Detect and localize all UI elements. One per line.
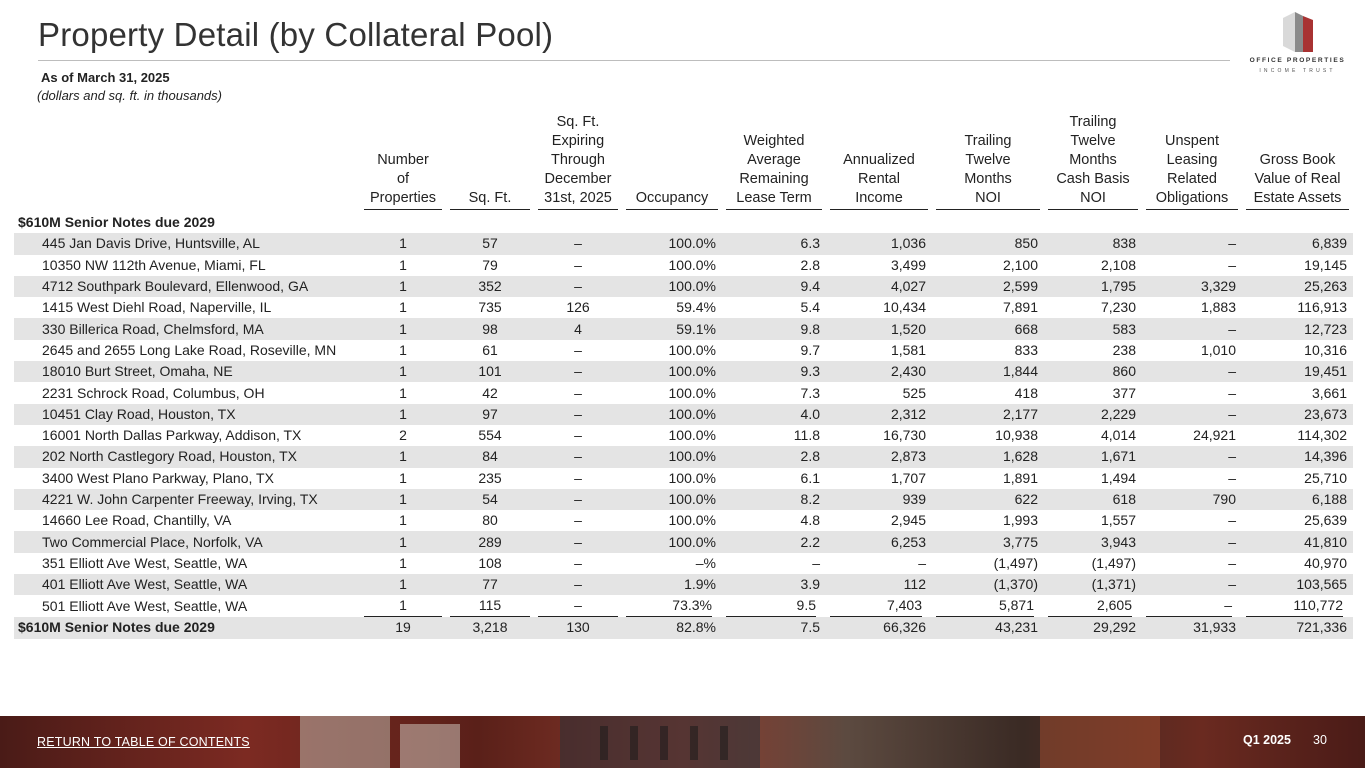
table-cell: 1,581 [890,341,926,358]
table-cell: 1 [360,574,446,595]
table-cell: 7.3 [800,384,820,401]
table-cell: 618 [1044,489,1142,510]
table-cell: 1,671 [1044,446,1142,467]
table-cell: 3,943 [1044,531,1142,552]
table-cell: 2,177 [932,404,1044,425]
units-note: (dollars and sq. ft. in thousands) [37,88,222,103]
total-cell: 66,326 [826,617,932,638]
table-cell: 24,921 [1193,427,1236,444]
table-cell [932,595,1044,617]
table-cell: 377 [1112,384,1136,401]
table-cell: 1 [399,256,407,273]
table-row [14,276,1353,297]
column-header-label: Sq. Ft. [450,189,530,210]
table-cell: – [812,554,820,571]
table-cell: – [534,361,622,382]
column-header-label: Unspent Leasing Related Obligations [1146,132,1238,210]
table-cell: 25,263 [1242,276,1353,297]
footer-window-shape [720,726,728,760]
table-cell: 2,599 [932,276,1044,297]
column-header [1142,113,1242,212]
table-cell: 1,891 [1002,469,1038,486]
table-cell: 57 [446,233,534,254]
column-header-label: Sq. Ft. Expiring Through December 31st, 2025 [538,113,618,210]
table-cell: 100.0% [668,512,716,529]
table-cell: 1 [399,469,407,486]
column-header [932,113,1044,212]
table-cell: 1 [399,341,407,358]
table-cell: 235 [478,469,502,486]
table-cell: 126 [566,299,590,316]
table-cell: 860 [1044,361,1142,382]
table-cell: 4.8 [800,512,820,529]
property-name-cell: 16001 North Dallas Parkway, Addison, TX [42,427,302,444]
table-cell: 116,913 [1297,299,1347,316]
table-row [14,553,1353,574]
table-cell: 4,014 [1100,427,1136,444]
total-cell: 29,292 [1044,617,1142,638]
table-cell: 10,434 [883,299,926,316]
table-cell: 1,707 [890,469,926,486]
table-cell: – [1142,361,1242,382]
footer-building-shape [300,716,390,768]
table-cell: 11.8 [793,427,820,444]
table-cell: 112 [826,574,932,595]
table-cell: 10,316 [1304,341,1347,358]
table-cell [826,595,932,617]
table-cell: 1 [399,554,407,571]
footer-window-shape [630,726,638,760]
table-row [14,446,1353,467]
table-cell: 114,302 [1297,427,1347,444]
title-divider [38,60,1230,61]
table-cell: – [534,446,622,467]
table-cell: – [534,574,622,595]
table-cell: (1,371) [1044,574,1142,595]
table-cell: 8.2 [722,489,826,510]
table-cell: 2,100 [1002,256,1038,273]
table-cell-value: 115 [450,595,530,617]
table-cell: – [534,276,622,297]
total-cell: 721,336 [1242,617,1353,638]
table-cell: (1,370) [932,574,1044,595]
table-cell: 1,036 [826,233,932,254]
table-cell: 2,108 [1100,256,1136,273]
table-cell: 838 [1044,233,1142,254]
table-cell: 1 [360,531,446,552]
table-cell: 2.8 [722,446,826,467]
table-cell: –% [695,554,716,571]
table-cell: – [1228,256,1236,273]
table-cell: 790 [1142,489,1242,510]
table-cell [1242,595,1353,617]
column-header [534,113,622,212]
property-name-cell: 401 Elliott Ave West, Seattle, WA [14,574,360,595]
table-cell: – [1228,469,1236,486]
table-cell: 238 [1112,341,1136,358]
table-cell: 1 [399,384,407,401]
footer-window-shape [690,726,698,760]
table-cell: – [574,341,582,358]
table-cell: 19,451 [1242,361,1353,382]
table-cell: 3,499 [890,256,926,273]
property-name-cell: 1415 West Diehl Road, Naperville, IL [42,299,272,316]
table-body [14,212,1353,639]
column-header-label: Annualized Rental Income [830,151,928,210]
table-cell: 3,329 [1142,276,1242,297]
table-cell-value: – [1146,595,1232,617]
table-cell: 7,230 [1100,299,1136,316]
column-header-label: Trailing Twelve Months Cash Basis NOI [1048,113,1138,210]
table-cell: 7,891 [1002,299,1038,316]
table-cell: 1,795 [1044,276,1142,297]
table-cell: 1 [399,512,407,529]
table-cell: 1,883 [1200,299,1236,316]
table-cell: 1 [360,276,446,297]
table-cell: 1,628 [932,446,1044,467]
property-name-cell: Two Commercial Place, Norfolk, VA [14,531,360,552]
table-cell: 100.0% [668,427,716,444]
table-cell: 2 [399,427,407,444]
column-header [1242,113,1353,212]
table-cell: 2,430 [826,361,932,382]
table-cell: 54 [446,489,534,510]
table-cell: 100.0% [622,361,722,382]
table-cell: 9.4 [722,276,826,297]
table-cell [1044,595,1142,617]
page-number: 30 [1313,733,1327,747]
property-name-cell: 351 Elliott Ave West, Seattle, WA [42,554,248,571]
column-header [14,113,360,212]
table-row [14,361,1353,382]
table-cell: 79 [482,256,498,273]
table-cell: 939 [826,489,932,510]
table-cell: – [534,404,622,425]
table-cell: 6,188 [1242,489,1353,510]
table-cell: 59.4% [676,299,716,316]
table-cell: 2,873 [826,446,932,467]
table-cell-value: 5,871 [936,595,1034,617]
table-cell: 1,844 [932,361,1044,382]
table-cell: 3.9 [722,574,826,595]
table-cell: 525 [902,384,926,401]
table-cell-value: 73.3% [626,595,712,617]
table-cell: 9.8 [722,318,826,339]
logo-mark-icon [1281,12,1315,52]
column-header [446,113,534,212]
table-cell: – [574,384,582,401]
table-cell: (1,497) [993,554,1038,571]
table-row [14,510,1353,531]
table-cell: 97 [446,404,534,425]
table-cell: 16,730 [883,427,926,444]
total-cell: 7.5 [722,617,826,638]
table-cell: 668 [932,318,1044,339]
table-cell: 2,945 [890,512,926,529]
table-cell: 9.7 [800,341,820,358]
total-cell: 130 [534,617,622,638]
column-header [360,113,446,212]
table-cell: 1,494 [1100,469,1136,486]
property-name-cell: 2231 Schrock Road, Columbus, OH [42,384,265,401]
table-cell: 80 [482,512,498,529]
property-name-cell: 330 Billerica Road, Chelmsford, MA [14,318,360,339]
table-cell: 2,312 [826,404,932,425]
table-cell: 418 [1014,384,1038,401]
property-name-cell: 2645 and 2655 Long Lake Road, Roseville, MN [42,341,337,358]
table-cell: – [1142,233,1242,254]
property-name-cell: 3400 West Plano Parkway, Plano, TX [42,469,274,486]
table-cell-value: 7,403 [830,595,922,617]
table-cell: – [918,554,926,571]
total-row [14,617,1353,638]
property-name-cell: 14660 Lee Road, Chantilly, VA [42,512,232,529]
table-cell: – [1142,318,1242,339]
table-cell: 100.0% [622,404,722,425]
table-cell: 100.0% [668,256,716,273]
table-cell: 100.0% [622,233,722,254]
table-row [14,233,1353,254]
table-cell: 101 [446,361,534,382]
logo-subtitle: INCOME TRUST [1259,68,1336,74]
section-header-row [14,212,1353,233]
table-cell: 9.3 [722,361,826,382]
section-label: $610M Senior Notes due 2029 [18,214,215,231]
property-name-cell: 445 Jan Davis Drive, Huntsville, AL [14,233,360,254]
table-cell: 100.0% [622,276,722,297]
table-cell: – [574,554,582,571]
table-cell: 3,775 [932,531,1044,552]
table-cell: 3,661 [1311,384,1347,401]
property-name-cell: 202 North Castlegory Road, Houston, TX [14,446,360,467]
table-cell: 42 [482,384,498,401]
table-row [14,297,1353,318]
table-row [14,489,1353,510]
table-cell: – [574,427,582,444]
table-cell: 23,673 [1242,404,1353,425]
total-label-cell: $610M Senior Notes due 2029 [14,617,360,638]
quarter-label: Q1 2025 [1243,733,1291,747]
property-detail-table [14,113,1353,639]
table-cell-value: – [538,595,618,617]
table-cell: 41,810 [1242,531,1353,552]
table-cell: – [1142,574,1242,595]
table-cell: – [1228,554,1236,571]
table-cell: 77 [446,574,534,595]
table-cell: 833 [1014,341,1038,358]
table-cell: 1 [360,318,446,339]
table-cell: 1 [360,361,446,382]
table-cell: 1 [360,233,446,254]
table-cell [622,595,722,617]
table-cell: 1 [399,299,407,316]
table-cell: 4.0 [722,404,826,425]
table-cell: 6.3 [722,233,826,254]
company-logo [1245,12,1350,77]
table-row [14,531,1353,552]
table-cell: – [534,233,622,254]
table-cell [534,595,622,617]
table-cell: 1 [360,404,446,425]
table-row [14,425,1353,446]
column-header-label: Weighted Average Remaining Lease Term [726,132,822,210]
logo-wordmark: OFFICE PROPERTIES [1249,57,1346,64]
table-cell: – [1228,512,1236,529]
table-cell: 6,253 [826,531,932,552]
table-cell [1142,595,1242,617]
table-cell: 19,145 [1304,256,1347,273]
table-cell: 2.2 [722,531,826,552]
footer-window-shape [660,726,668,760]
table-cell-value: 1 [364,595,442,617]
property-name-cell: 501 Elliott Ave West, Seattle, WA [42,597,248,614]
footer-building-shape [1040,716,1160,768]
as-of-date: As of March 31, 2025 [41,70,170,85]
table-cell: 100.0% [622,489,722,510]
table-cell: 12,723 [1242,318,1353,339]
table-cell: – [1142,531,1242,552]
total-cell: 82.8% [622,617,722,638]
footer-window-shape [600,726,608,760]
table-cell: 1 [360,489,446,510]
column-header [1044,113,1142,212]
total-cell: 31,933 [1142,617,1242,638]
table-cell: 40,970 [1304,554,1347,571]
table-cell: 1 [360,446,446,467]
table-cell: – [1142,446,1242,467]
table-cell: (1,497) [1091,554,1136,571]
table-cell [722,595,826,617]
property-name-cell: 10350 NW 112th Avenue, Miami, FL [42,256,266,273]
table-row [14,382,1353,403]
table-row [14,255,1353,276]
table-row [14,574,1353,595]
table-row [14,468,1353,489]
page-title: Property Detail (by Collateral Pool) [38,16,554,53]
property-name-cell: 10451 Clay Road, Houston, TX [14,404,360,425]
table-cell: 98 [446,318,534,339]
column-header-label: Trailing Twelve Months NOI [936,132,1040,210]
property-name-cell: 4221 W. John Carpenter Freeway, Irving, TX [14,489,360,510]
column-header-label: Occupancy [626,189,718,210]
table-cell: 25,710 [1304,469,1347,486]
table-cell: 6.1 [800,469,820,486]
table-row [14,340,1353,361]
table-row [14,404,1353,425]
table-cell: 10,938 [995,427,1038,444]
table-cell: – [1228,384,1236,401]
table-cell: 289 [446,531,534,552]
table-cell: 100.0% [668,469,716,486]
total-cell: 3,218 [446,617,534,638]
table-cell: – [574,469,582,486]
property-name-cell: 4712 Southpark Boulevard, Ellenwood, GA [14,276,360,297]
table-cell: 1,993 [1002,512,1038,529]
table-cell: 1,557 [1100,512,1136,529]
table-cell: 352 [446,276,534,297]
total-cell: 19 [360,617,446,638]
table-cell: – [534,531,622,552]
table-cell: 2,229 [1044,404,1142,425]
table-cell: 100.0% [622,446,722,467]
table-cell: 850 [932,233,1044,254]
table-cell: 1,520 [826,318,932,339]
table-cell [360,595,446,617]
table-cell: 4 [534,318,622,339]
table-cell: 103,565 [1242,574,1353,595]
table-cell: – [1142,404,1242,425]
table-cell: 735 [478,299,502,316]
table-cell: 4,027 [826,276,932,297]
table-cell: 25,639 [1304,512,1347,529]
table-cell: 100.0% [668,341,716,358]
table-row [14,595,1353,617]
column-header [722,113,826,212]
table-header-row [14,113,1353,212]
table-cell: 59.1% [622,318,722,339]
table-cell: 14,396 [1242,446,1353,467]
table-cell: 622 [932,489,1044,510]
table-cell: 61 [482,341,498,358]
table-cell-value: 9.5 [726,595,816,617]
table-cell: 583 [1044,318,1142,339]
table-cell: 5.4 [800,299,820,316]
column-header-label: Number of Properties [364,151,442,210]
table-cell: 100.0% [668,384,716,401]
table-cell: – [574,256,582,273]
table-cell: 108 [478,554,502,571]
table-cell: – [574,512,582,529]
table-cell: 100.0% [622,531,722,552]
table-cell: – [534,489,622,510]
table-cell-value: 110,772 [1246,595,1343,617]
column-header [826,113,932,212]
table-cell: 554 [478,427,502,444]
column-header-label: Gross Book Value of Real Estate Assets [1246,151,1349,210]
table-cell [446,595,534,617]
table-cell-value: 2,605 [1048,595,1132,617]
total-cell: 43,231 [932,617,1044,638]
return-to-toc-link[interactable]: RETURN TO TABLE OF CONTENTS [37,735,250,749]
table-cell: 84 [446,446,534,467]
table-row [14,318,1353,339]
table-cell: 6,839 [1242,233,1353,254]
footer-building-shape [400,724,460,768]
table-cell: 1,010 [1200,341,1236,358]
table-cell: 1.9% [622,574,722,595]
property-name-cell: 18010 Burt Street, Omaha, NE [14,361,360,382]
column-header [622,113,722,212]
table-cell: 2.8 [800,256,820,273]
